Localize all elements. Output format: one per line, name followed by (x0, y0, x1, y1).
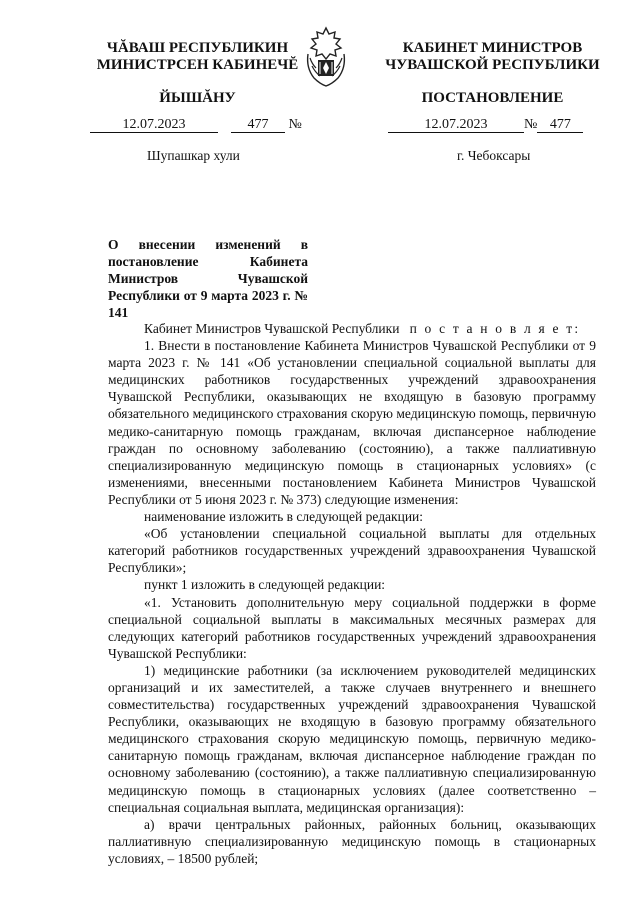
right-city: г. Чебоксары (457, 148, 531, 163)
header-right-line2: ЧУВАШСКОЙ РЕСПУБЛИКИ (385, 57, 600, 73)
left-number-sign: № (288, 117, 302, 132)
right-number-sign: № (524, 117, 538, 132)
document-title: О внесении изменений в постановление Кабинета Министров Чувашской Республики от 9 марта 2023 г. № 141 (108, 237, 308, 320)
body-paragraph: 1. Внести в постановление Кабинета Министров Чувашской Республики от 9 марта 2023 г. № 141 «Об установлении специальной социальной выплаты для медицинских работников государственных учреждений здравоохранения Чувашской Республики, оказывающих не входящую в базовую программу обязательного медицинского страхования скорую медицинскую помощь, первичную медико-санитарную помощь гражданам, включая диспансерное наблюдение граждан по основному заболеванию (состоянию), а также паллиативную специализированную медицинскую помощь в стационарных условиях» (с изменениями, внесенными постановлением Кабинета Министров Чувашской Республики от 5 июня 2023 г. № 373) следующие изменения: (108, 338, 596, 507)
body-paragraph-intro (108, 320, 596, 337)
left-city: Шупашкар хули (147, 148, 240, 163)
right-number: 477 (537, 117, 583, 133)
body-paragraph: наименование изложить в следующей редакции: (144, 509, 424, 525)
body-paragraph: «Об установлении специальной социальной выплаты для отдельных категорий работников государственных учреждений здравоохранения Чувашской Республики»; (108, 526, 596, 576)
left-date: 12.07.2023 (90, 117, 218, 133)
body-paragraph: 1) медицинские работники (за исключением руководителей медицинских организаций и их заместителей, а также случаев внутреннего и внешнего совместительства) государственных учреждений здравоохранения Чувашской Республики, оказывающих не входящую в базовую программу обязательного медицинского страхования скорую медицинскую помощь, первичную медико-санитарную помощь гражданам, включая диспансерное наблюдение граждан по основному заболеванию (состоянию), а также паллиативную специализированную медицинскую помощь в стационарных условиях (далее соответственно – специальная социальная выплата, медицинская организация): (108, 662, 596, 815)
document-body (108, 320, 596, 867)
body-paragraph: «1. Установить дополнительную меру социальной поддержки в форме специальной социальной выплаты в максимальных месячных размерах для следующих категорий работников государственных учреждений здравоохранения Чувашской Республики: (108, 594, 596, 661)
body-paragraph: пункт 1 изложить в следующей редакции: (144, 577, 386, 593)
body-paragraph: а) врачи центральных районных, районных больниц, оказывающих паллиативную специализированную медицинскую помощь в стационарных условиях, – 18500 рублей; (108, 816, 596, 866)
header-left-line1: ЧĂВАШ РЕСПУБЛИКИН (106, 40, 289, 56)
left-number: 477 (231, 117, 285, 133)
intro-lead: Кабинет Министров Чувашской Республики (144, 321, 400, 336)
intro-resolves: п о с т а н о в л я е т: (409, 321, 581, 336)
left-date-number (90, 117, 302, 133)
right-date: 12.07.2023 (388, 117, 524, 133)
header-left-authority (85, 40, 310, 74)
header-left-doc-type: ЙЫШĂНУ (159, 90, 236, 106)
header-left-line2: МИНИСТРСЕН КАБИНЕЧĔ (96, 57, 299, 73)
chuvash-republic-emblem-icon (298, 24, 354, 90)
header-right-authority (380, 40, 605, 74)
right-date-number (388, 117, 583, 133)
header-right-doc-type: ПОСТАНОВЛЕНИЕ (421, 90, 564, 106)
header-right-line1: КАБИНЕТ МИНИСТРОВ (402, 40, 583, 56)
